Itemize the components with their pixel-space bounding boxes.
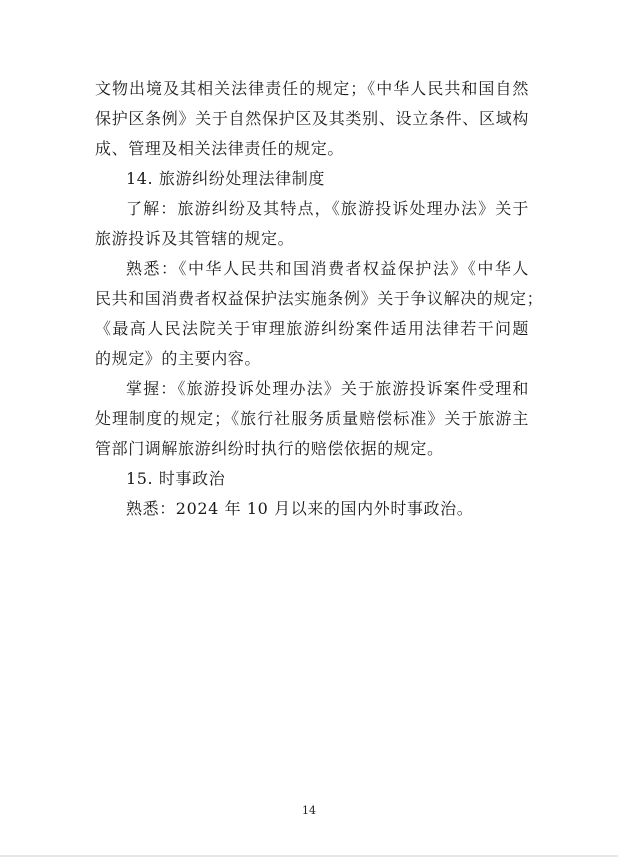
text-line: 了解：旅游纠纷及其特点，《旅游投诉处理办法》关于 (126, 199, 529, 218)
text-line: 的规定》的主要内容。 (95, 349, 262, 368)
text-line: 掌握：《旅游投诉处理办法》关于旅游投诉案件受理和 (126, 379, 529, 398)
text-line: 旅游投诉及其管辖的规定。 (95, 229, 295, 248)
text-line: 管部门调解旅游纠纷时执行的赔偿依据的规定。 (95, 439, 444, 458)
body-text (95, 74, 544, 524)
text-line: 熟悉：《中华人民共和国消费者权益保护法》《中华人 (126, 259, 529, 278)
page-number: 14 (302, 804, 316, 817)
section-heading: 14. 旅游纠纷处理法律制度 (126, 169, 325, 188)
text-line: 熟悉：2024 年 10 月以来的国内外时事政治。 (126, 499, 474, 518)
text-line: 民共和国消费者权益保护法实施条例》关于争议解决的规定； (95, 289, 544, 308)
text-line: 文物出境及其相关法律责任的规定；《中华人民共和国自然 (95, 79, 529, 98)
text-line: 处理制度的规定；《旅行社服务质量赔偿标准》关于旅游主 (95, 409, 529, 428)
text-line: 保护区条例》关于自然保护区及其类别、设立条件、区域构 (95, 109, 529, 128)
section-heading: 15. 时事政治 (126, 469, 226, 488)
text-line: 《最高人民法院关于审理旅游纠纷案件适用法律若干问题 (95, 319, 529, 338)
text-line: 成、管理及相关法律责任的规定。 (95, 139, 345, 158)
